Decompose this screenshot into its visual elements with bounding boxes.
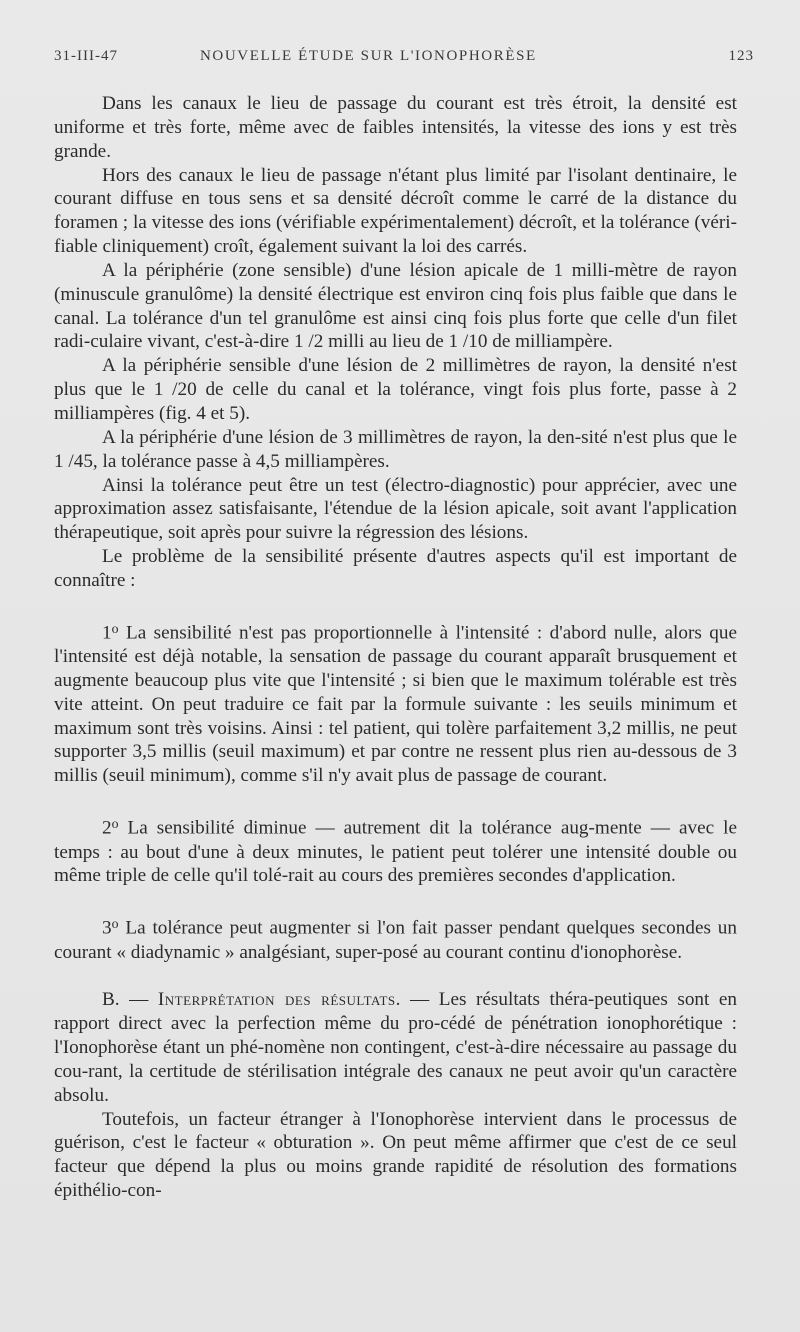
paragraph-text: La sensibilité diminue — autrement dit la tolérance aug-mente — avec le temps : au bout d'une à deux minutes, le patient peut tolérer une intensité double ou même triple de celle qu'il tolé-rait au cours des premières secondes d'application. bbox=[54, 817, 737, 887]
paragraph: A la périphérie d'une lésion de 3 millimètres de rayon, la den-sité n'est plus que le 1 /45, la tolérance passe à 4,5 milliampères. bbox=[54, 426, 737, 472]
section-label: B. — bbox=[102, 989, 158, 1011]
body-text bbox=[54, 92, 737, 1203]
numbered-paragraph-1 bbox=[54, 617, 737, 788]
paragraph: Ainsi la tolérance peut être un test (électro-diagnostic) pour apprécier, avec une approximation assez satisfaisante, l'étendue de la lésion apicale, soit avant l'application thérapeutique, soit après pour suivre la régression des lésions. bbox=[54, 474, 737, 544]
ordinal-number: 1 bbox=[102, 622, 112, 644]
paragraph: A la périphérie (zone sensible) d'une lésion apicale de 1 milli-mètre de rayon (minuscule granulôme) la densité électrique est environ cinq fois plus faible que dans le canal. La tolérance d'un tel granulôme est ainsi cinq fois plus forte que celle d'un filet radi-culaire vivant, c'est-à-dire 1 /2 milli au lieu de 1 /10 de milliampère. bbox=[54, 259, 737, 353]
numbered-paragraph-2 bbox=[54, 812, 737, 888]
paragraph-text: La tolérance peut augmenter si l'on fait passer pendant quelques secondes un courant « diadynamic » analgésiant, super-posé au courant continu d'ionophorèse. bbox=[54, 917, 737, 963]
numbered-paragraph-3 bbox=[54, 912, 737, 964]
page-number: 123 bbox=[728, 48, 754, 64]
paragraph: Le problème de la sensibilité présente d'autres aspects qu'il est important de connaître : bbox=[54, 546, 737, 591]
paragraph-text: La sensibilité n'est pas proportionnelle à l'intensité : d'abord nulle, alors que l'intensité est déjà notable, la sensation de passage du courant apparaît brusquement et augmente beaucoup plus vite que l'intensité ; si bien que le maximum tolérable est très vite atteint. On peut traduire ce fait par la formule suivante : les seuils minimum et maximum sont très voisins. Ainsi : tel patient, qui tolère parfaitement 3,2 millis, ne peut supporter 3,5 millis (seuil maximum) et par contre ne ressent plus rien au-dessous de 3 millis (seuil minimum), comme s'il n'y avait plus de passage de courant. bbox=[54, 622, 737, 787]
ordinal-number: 2 bbox=[102, 817, 112, 839]
paragraph-text: . — Les résultats théra-peutiques sont en rapport direct avec la perfection même du pro-cédé de pénétration ionophorétique : l'Ionophorèse étant un phé-nomène non contingent, c'est-à-dire nécessaire au passage du cou-rant, la certitude de stérilisation intégrale des canaux ne peut avoir qu'un caractère absolu. bbox=[54, 989, 738, 1106]
running-title: NOUVELLE ÉTUDE SUR L'IONOPHORÈSE bbox=[200, 48, 537, 64]
ordinal-degree: o bbox=[111, 916, 119, 932]
section-heading: Interprétation des résultats bbox=[157, 989, 396, 1011]
ordinal-degree: o bbox=[111, 620, 119, 636]
running-header bbox=[54, 48, 754, 74]
section-b-paragraph bbox=[54, 988, 737, 1107]
paragraph: Hors des canaux le lieu de passage n'étant plus limité par l'isolant dentinaire, le courant diffuse en tous sens et sa densité décroît comme le carré de la distance du foramen ; la vitesse des ions (vérifiable expérimentalement) décroît, et la tolérance (véri-fiable cliniquement) croît, également suivant la loi des carrés. bbox=[54, 164, 737, 258]
paragraph: Dans les canaux le lieu de passage du courant est très étroit, la densité est uniforme et très forte, même avec de faibles intensités, la vitesse des ions y est très grande. bbox=[54, 93, 737, 162]
header-date: 31-III-47 bbox=[54, 48, 118, 64]
ordinal-degree: o bbox=[111, 816, 119, 832]
ordinal-number: 3 bbox=[102, 917, 112, 939]
paragraph: Toutefois, un facteur étranger à l'Ionophorèse intervient dans le processus de guérison, c'est le facteur « obturation ». On peut même affirmer que c'est de ce seul facteur que dépend la plus ou moins grande rapidité de résolution des formations épithélio-con- bbox=[54, 1108, 737, 1202]
paragraph: A la périphérie sensible d'une lésion de 2 millimètres de rayon, la densité n'est plus que le 1 /20 de celle du canal et la tolérance, vingt fois plus forte, passe à 2 milliampères (fig. 4 et 5). bbox=[54, 355, 737, 424]
